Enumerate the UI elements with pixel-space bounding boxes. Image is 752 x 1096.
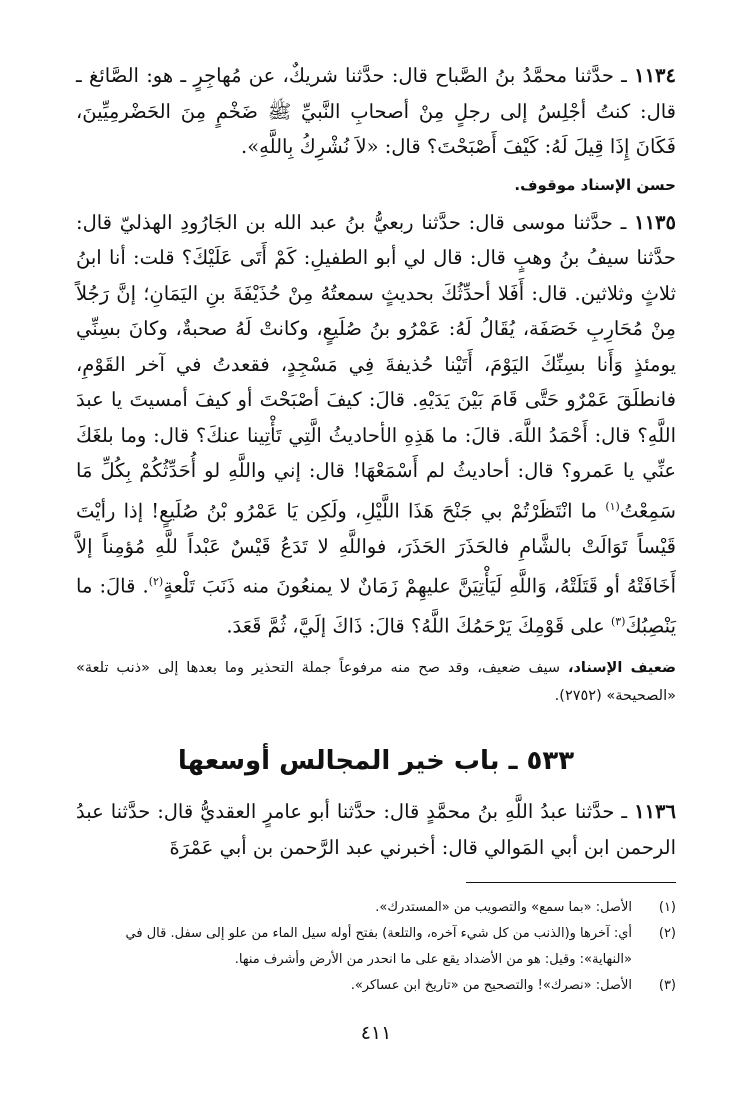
footnote-item <box>76 921 676 973</box>
hadith-text-continued: . قالَ: ما يَنْصِبُكَ <box>76 574 676 638</box>
grade-lead: ضعيف الإسناد، <box>567 660 676 676</box>
footnote-item <box>76 973 676 999</box>
hadith-text: ـ حدَّثنا عبدُ اللَّهِ بنُ محمَّدٍ قال: حدَّثنا أبو عامرٍ العقديُّ قال: حدَّثنا عبدُ الرحمن ابن أبي المَوالي قال: أخبرني عبد الرَّحمن بن أبي عَمْرَةَ <box>76 800 676 859</box>
footnote-text: الأصل: «نصرك»! والتصحيح من «تاريخ ابن عساكر». <box>350 978 632 993</box>
hadith-number: ١١٣٥ <box>634 210 676 234</box>
footnote-ref-2[interactable]: (٢) <box>148 575 164 588</box>
page-number: ٤١١ <box>360 1022 392 1044</box>
hadith-text-continued: على قَوْمِكَ يَرْحَمُكَ اللَّهُ؟ قالَ: ذَاكَ إلَيَّ، ثُمَّ قَعَدَ. <box>226 614 611 638</box>
footnote-divider <box>466 882 676 883</box>
footnote-item <box>76 895 676 921</box>
footnote-number: (٣) <box>658 978 676 993</box>
footnote-text: الأصل: «بما سمع» والتصويب من «المستدرك». <box>375 900 632 915</box>
hadith-number: ١١٣٦ <box>634 800 676 823</box>
footnote-number: (٢) <box>658 926 676 941</box>
hadith-1136 <box>76 794 676 865</box>
hadith-grade <box>76 654 676 710</box>
hadith-1135 <box>76 205 676 645</box>
hadith-1134 <box>76 58 676 165</box>
footnotes <box>76 895 676 999</box>
chapter-title: ٥٣٣ ـ باب خير المجالس أوسعها <box>177 746 575 776</box>
grade-rest: سيف ضعيف، وقد صح منه مرفوعاً جملة التحذير وما بعدها إلى «ذنب تلعة» «الصحيحة» (٢٧٥٢). <box>76 660 676 704</box>
hadith-text: ـ حدَّثنا موسى قال: حدَّثنا ربعيُّ بنُ عبد الله بن الجَارُودِ الهذليّ قال: حدَّثنا سيفُ بنُ وهبٍ قال: قال لي أبو الطفيلِ: كَمْ أَتَى عَلَيْكَ؟ قلت: أنا ابنُ ثلاثٍ وثلاثين. قال: أَفَلا أحدِّثُكَ بحديثٍ سمعتُهُ مِنْ حُذَيْفَةَ بنِ اليَمَانِ؛ إنَّ رَجُلاً مِنْ مُحَارِبِ خَصَفَة، يُقَالُ لَهُ: عَمْرُو بنُ صُلَيعٍ، وكانتْ لَهُ صحبةٌ، وكانَ بسِنِّي يومئذٍ وَأَنا بسِنِّكَ اليَوْمَ، أَتَيْنا حُذيفةَ فِي مَسْجِدٍ، فقعدتُ في آخر القَوْمِ، فانطلَقَ عَمْرٌو حَتَّى قَامَ بَيْنَ يَدَيْهِ. قالَ: كيفَ أصْبَحْتَ أو كيفَ أمسيتَ يا عبدَ اللَّهِ؟ قال: أَحْمَدُ اللَّهَ. قالَ: ما هَذِهِ الأحاديثُ الَّتِي تَأْتِينا عنكَ؟ قال: وما بلغَكَ عنِّي يا عَمرو؟ قال: أحاديثُ لم أَسْمَعْهَا! قال: إني واللَّهِ لو أُحَدِّثُكُمْ بِكُلِّ مَا سَمِعْتُ <box>76 210 676 522</box>
footnote-ref-1[interactable]: (١) <box>605 499 620 513</box>
hadith-text-continued: ما انْتَظَرْتُمْ بي جَنْحَ هَذَا اللَّيْلِ، ولَكِن يَا عَمْرُو بْنُ صُلَيعٍ! إذا رأيْتَ قَيْساً تَوَالَتْ بالشَّامِ فالحَذَرَ الحَذَرَ، فواللَّهِ لا تَدَعُ قَيْسٌ عَبْداً للَّهِ مُؤمِناً إلاَّ أَخَافَتْهُ أو قَتَلَتْهُ، وَاللَّهِ لَيَأْتِيَنَّ عليهِمْ زَمَانٌ لا يمنعُونَ منه ذَنَبَ تَلْعةٍ <box>76 499 676 598</box>
hadith-text: ـ حدَّثنا محمَّدُ بنُ الصَّباح قال: حدَّثنا شريكٌ، عن مُهاجِرٍ ـ هو: الصَّائغ ـ قال: كنتُ أجْلِسُ إلى رجلٍ مِنْ أصحابِ النَّبيِّ ﷺ ضَخْمٍ مِنَ الحَضْرمِيِّينَ، فَكَانَ إِذَا قِيلَ لَهُ: كَيْفَ أَصْبَحْتَ؟ قال: «لاَ نُشْرِكُ بِاللَّهِ». <box>76 64 676 158</box>
page-body <box>76 58 676 865</box>
hadith-grade: حسن الإسناد موقوف. <box>514 175 676 194</box>
footnote-number: (١) <box>658 900 676 915</box>
footnote-ref-3[interactable]: (٣) <box>610 615 626 628</box>
hadith-number: ١١٣٤ <box>634 64 676 87</box>
footnote-text: أي: آخرها و(الذنب من كل شيء آخره، والتلعة) بفتح أوله سيل الماء من علو إلى سفل. قال في «النهاية»: وقيل: هو من الأضداد يقع على ما انحدر من الأرض وأشرف منها. <box>125 926 632 967</box>
